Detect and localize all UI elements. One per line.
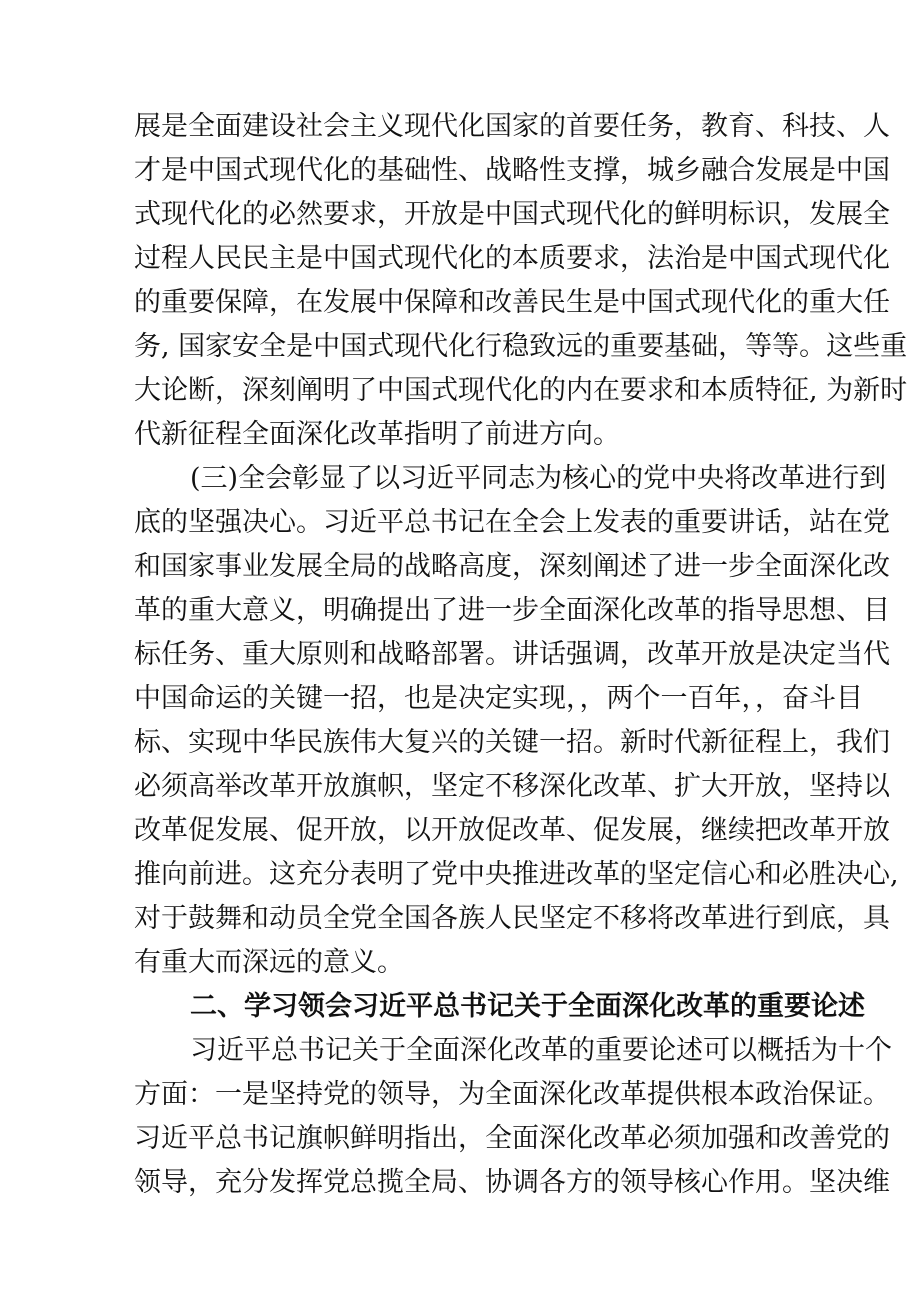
paragraph-2-line-8: 必须高举改革开放旗帜，坚定不移深化改革、扩大开放，坚持以 <box>134 771 890 802</box>
paragraph-2-line-7: 标、实现中华民族伟大复兴的关键一招。新时代新征程上，我们 <box>134 727 890 758</box>
paragraph-3-line-2: 方面：一是坚持党的领导，为全面深化改革提供根本政治保证。 <box>134 1079 890 1110</box>
paragraph-2-line-10: 推向前进。这充分表明了党中央推进改革的坚定信心和必胜决心, <box>134 859 899 890</box>
paragraph-2-line-12: 有重大而深远的意义。 <box>134 947 404 978</box>
paragraph-2-line-4: 革的重大意义，明确提出了进一步全面深化改革的指导思想、目 <box>134 595 890 626</box>
paragraph-3-line-3: 习近平总书记旗帜鲜明指出，全面深化改革必须加强和改善党的 <box>134 1123 890 1154</box>
paragraph-1-line-5: 的重要保障，在发展中保障和改善民生是中国式现代化的重大任 <box>134 287 890 318</box>
paragraph-2-line-11: 对于鼓舞和动员全党全国各族人民坚定不移将改革进行到底，具 <box>134 903 890 934</box>
paragraph-3-line-4: 领导，充分发挥党总揽全局、协调各方的领导核心作用。坚决维 <box>134 1167 890 1198</box>
paragraph-1-line-1: 展是全面建设社会主义现代化国家的首要任务，教育、科技、人 <box>134 111 890 142</box>
paragraph-2-line-3: 和国家事业发展全局的战略高度，深刻阐述了进一步全面深化改 <box>134 551 890 582</box>
section-heading: 二、学习领会习近平总书记关于全面深化改革的重要论述 <box>190 991 865 1022</box>
paragraph-2-line-9: 改革促发展、促开放，以开放促改革、促发展，继续把改革开放 <box>134 815 890 846</box>
paragraph-1-line-3: 式现代化的必然要求，开放是中国式现代化的鲜明标识，发展全 <box>134 199 890 230</box>
paragraph-2-line-5: 标任务、重大原则和战略部署。讲话强调，改革开放是决定当代 <box>134 639 890 670</box>
paragraph-1-line-2: 才是中国式现代化的基础性、战略性支撑，城乡融合发展是中国 <box>134 155 890 186</box>
paragraph-1-line-8: 代新征程全面深化改革指明了前进方向。 <box>134 419 620 450</box>
paragraph-2-line-6: 中国命运的关键一招，也是决定实现，，两个一百年，，奋斗目 <box>134 683 863 714</box>
paragraph-1-line-4: 过程人民民主是中国式现代化的本质要求，法治是中国式现代化 <box>134 243 890 274</box>
paragraph-2-line-1: (三)全会彰显了以习近平同志为核心的党中央将改革进行到 <box>190 463 887 494</box>
paragraph-1-line-7: 大论断，深刻阐明了中国式现代化的内在要求和本质特征, 为新时 <box>134 375 908 406</box>
paragraph-3-line-1: 习近平总书记关于全面深化改革的重要论述可以概括为十个 <box>190 1035 892 1066</box>
paragraph-2-line-2: 底的坚强决心。习近平总书记在全会上发表的重要讲话，站在党 <box>134 507 890 538</box>
paragraph-1-line-6: 务, 国家安全是中国式现代化行稳致远的重要基础，等等。这些重 <box>134 331 908 362</box>
